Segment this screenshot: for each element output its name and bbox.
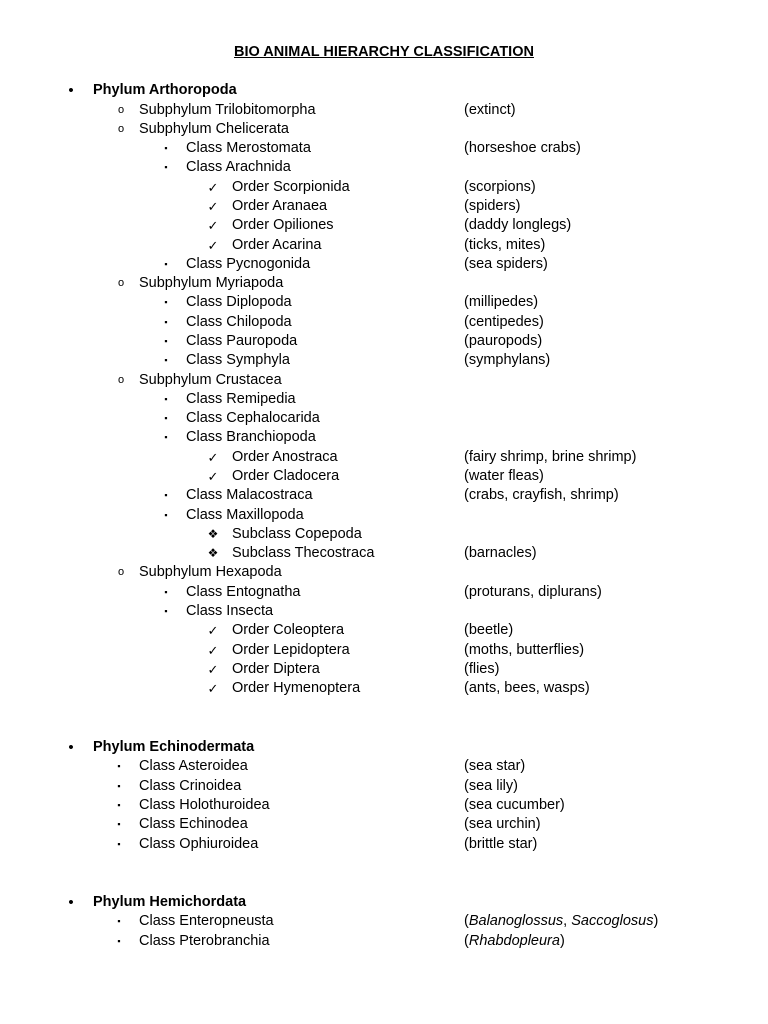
square-bullet-icon: ▪	[117, 781, 121, 791]
square-bullet-icon: ▪	[164, 336, 168, 346]
list-item	[0, 371, 768, 390]
item-label: Class Pycnogonida	[186, 256, 311, 272]
item-label: Class Arachnida	[186, 159, 291, 175]
list-item	[0, 932, 768, 951]
list-item	[0, 293, 768, 312]
item-note: (spiders)	[464, 198, 521, 214]
item-label: Subphylum Trilobitomorpha	[139, 102, 316, 118]
list-item	[0, 525, 768, 544]
square-bullet-icon: ▪	[164, 355, 168, 365]
item-note: (daddy longlegs)	[464, 217, 572, 233]
item-label: Class Entognatha	[186, 584, 301, 600]
item-note: (water fleas)	[464, 468, 544, 484]
item-note: (sea star)	[464, 758, 526, 774]
square-bullet-icon: ▪	[164, 413, 168, 423]
item-note: (beetle)	[464, 622, 514, 638]
item-label: Class Merostomata	[186, 140, 311, 156]
item-note: (millipedes)	[464, 294, 539, 310]
list-item	[0, 563, 768, 582]
phylum-label: Phylum Arthoropoda	[93, 82, 237, 98]
item-label: Order Opiliones	[232, 217, 334, 233]
item-label: Order Anostraca	[232, 449, 338, 465]
item-note: (symphylans)	[464, 352, 551, 368]
item-label: Subclass Copepoda	[232, 526, 362, 542]
square-bullet-icon: ▪	[164, 490, 168, 500]
square-bullet-icon: ▪	[164, 259, 168, 269]
item-label: Class Chilopoda	[186, 314, 292, 330]
list-item	[0, 467, 768, 486]
list-item	[0, 777, 768, 796]
note-open-paren: (	[464, 933, 469, 949]
genus-name: Saccoglosus	[571, 913, 654, 929]
list-item	[0, 390, 768, 409]
list-item	[0, 660, 768, 679]
square-bullet-icon: ▪	[164, 394, 168, 404]
item-note	[464, 912, 658, 931]
item-note: (sea spiders)	[464, 256, 548, 272]
item-label: Order Lepidoptera	[232, 642, 350, 658]
square-bullet-icon: ▪	[164, 143, 168, 153]
item-label: Class Echinodea	[139, 816, 248, 832]
square-bullet-icon: ▪	[164, 587, 168, 597]
phylum-label: Phylum Hemichordata	[93, 894, 247, 910]
list-item	[0, 679, 768, 698]
square-bullet-icon: ▪	[164, 510, 168, 520]
check-icon: ✓	[207, 623, 219, 638]
item-note: (ants, bees, wasps)	[464, 680, 590, 696]
item-label: Class Asteroidea	[139, 758, 248, 774]
list-item	[0, 351, 768, 370]
item-note	[464, 932, 565, 951]
list-item	[0, 158, 768, 177]
phylum-echinodermata	[0, 738, 768, 757]
item-note: (scorpions)	[464, 179, 536, 195]
item-label: Order Aranaea	[232, 198, 328, 214]
item-note: (sea urchin)	[464, 816, 541, 832]
item-label: Class Ophiuroidea	[139, 836, 259, 852]
list-item	[0, 236, 768, 255]
item-note: (flies)	[464, 661, 500, 677]
item-label: Class Cephalocarida	[186, 410, 320, 426]
item-label: Class Malacostraca	[186, 487, 313, 503]
list-item	[0, 506, 768, 525]
item-note: (sea lily)	[464, 778, 518, 794]
check-icon: ✓	[207, 469, 219, 484]
item-note: (barnacles)	[464, 545, 537, 561]
list-item	[0, 602, 768, 621]
list-item	[0, 448, 768, 467]
item-note: (brittle star)	[464, 836, 538, 852]
list-item	[0, 835, 768, 854]
list-item	[0, 428, 768, 447]
list-item	[0, 641, 768, 660]
square-bullet-icon: ▪	[117, 936, 121, 946]
list-item	[0, 757, 768, 776]
item-label: Class Enteropneusta	[139, 913, 274, 929]
check-icon: ✓	[207, 662, 219, 677]
check-icon: ✓	[207, 643, 219, 658]
disc-bullet-icon: •	[68, 739, 74, 756]
item-label: Class Insecta	[186, 603, 274, 619]
list-item	[0, 486, 768, 505]
note-separator: ,	[563, 913, 572, 929]
list-item	[0, 815, 768, 834]
item-label: Subclass Thecostraca	[232, 545, 375, 561]
item-note: (centipedes)	[464, 314, 544, 330]
item-label: Class Remipedia	[186, 391, 296, 407]
list-item	[0, 216, 768, 235]
item-label: Class Diplopoda	[186, 294, 292, 310]
check-icon: ✓	[207, 218, 219, 233]
item-label: Subphylum Myriapoda	[139, 275, 284, 291]
diamond-bullet-icon: ❖	[207, 546, 219, 560]
circle-bullet-icon: o	[117, 374, 125, 386]
list-item	[0, 178, 768, 197]
check-icon: ✓	[207, 450, 219, 465]
item-label: Class Pauropoda	[186, 333, 298, 349]
item-label: Class Pterobranchia	[139, 933, 270, 949]
item-label: Class Maxillopoda	[186, 507, 304, 523]
list-item	[0, 332, 768, 351]
check-icon: ✓	[207, 199, 219, 214]
item-note: (pauropods)	[464, 333, 543, 349]
list-item	[0, 139, 768, 158]
list-item	[0, 912, 768, 931]
genus-name: Rhabdopleura	[468, 933, 560, 949]
list-item	[0, 583, 768, 602]
item-label: Class Branchiopoda	[186, 429, 316, 445]
square-bullet-icon: ▪	[117, 819, 121, 829]
note-open-paren: (	[464, 913, 469, 929]
item-note: (proturans, diplurans)	[464, 584, 602, 600]
check-icon: ✓	[207, 180, 219, 195]
diamond-bullet-icon: ❖	[207, 527, 219, 541]
circle-bullet-icon: o	[117, 104, 125, 116]
item-label: Order Hymenoptera	[232, 680, 361, 696]
check-icon: ✓	[207, 681, 219, 696]
note-close-paren: )	[559, 933, 565, 949]
list-item	[0, 313, 768, 332]
list-item	[0, 409, 768, 428]
item-label: Subphylum Chelicerata	[139, 121, 289, 137]
square-bullet-icon: ▪	[117, 761, 121, 771]
list-item	[0, 796, 768, 815]
genus-name: Balanoglossus	[468, 913, 564, 929]
note-close-paren: )	[653, 913, 659, 929]
list-item	[0, 197, 768, 216]
disc-bullet-icon: •	[68, 894, 74, 911]
square-bullet-icon: ▪	[164, 297, 168, 307]
item-label: Order Scorpionida	[232, 179, 350, 195]
square-bullet-icon: ▪	[164, 317, 168, 327]
list-item	[0, 101, 768, 120]
item-label: Class Crinoidea	[139, 778, 242, 794]
item-note: (fairy shrimp, brine shrimp)	[464, 449, 637, 465]
item-note: (extinct)	[464, 102, 516, 118]
item-note: (sea cucumber)	[464, 797, 565, 813]
item-note: (ticks, mites)	[464, 237, 546, 253]
item-label: Subphylum Crustacea	[139, 372, 282, 388]
document-title: BIO ANIMAL HIERARCHY CLASSIFICATION	[234, 44, 534, 60]
list-item	[0, 255, 768, 274]
circle-bullet-icon: o	[117, 123, 125, 135]
item-label: Order Coleoptera	[232, 622, 345, 638]
item-label: Class Symphyla	[186, 352, 290, 368]
square-bullet-icon: ▪	[117, 839, 121, 849]
check-icon: ✓	[207, 238, 219, 253]
item-label: Class Holothuroidea	[139, 797, 270, 813]
square-bullet-icon: ▪	[117, 800, 121, 810]
circle-bullet-icon: o	[117, 277, 125, 289]
square-bullet-icon: ▪	[164, 432, 168, 442]
list-item	[0, 120, 768, 139]
item-note: (moths, butterflies)	[464, 642, 585, 658]
item-note: (horseshoe crabs)	[464, 140, 581, 156]
item-label: Subphylum Hexapoda	[139, 564, 282, 580]
phylum-hemichordata	[0, 893, 768, 912]
item-note: (crabs, crayfish, shrimp)	[464, 487, 619, 503]
phylum-arthropoda	[0, 81, 768, 100]
list-item	[0, 621, 768, 640]
item-label: Order Diptera	[232, 661, 320, 677]
square-bullet-icon: ▪	[164, 162, 168, 172]
circle-bullet-icon: o	[117, 566, 125, 578]
square-bullet-icon: ▪	[164, 606, 168, 616]
phylum-label: Phylum Echinodermata	[93, 739, 255, 755]
item-label: Order Cladocera	[232, 468, 340, 484]
list-item	[0, 274, 768, 293]
item-label: Order Acarina	[232, 237, 322, 253]
disc-bullet-icon: •	[68, 82, 74, 99]
square-bullet-icon: ▪	[117, 916, 121, 926]
list-item	[0, 544, 768, 563]
